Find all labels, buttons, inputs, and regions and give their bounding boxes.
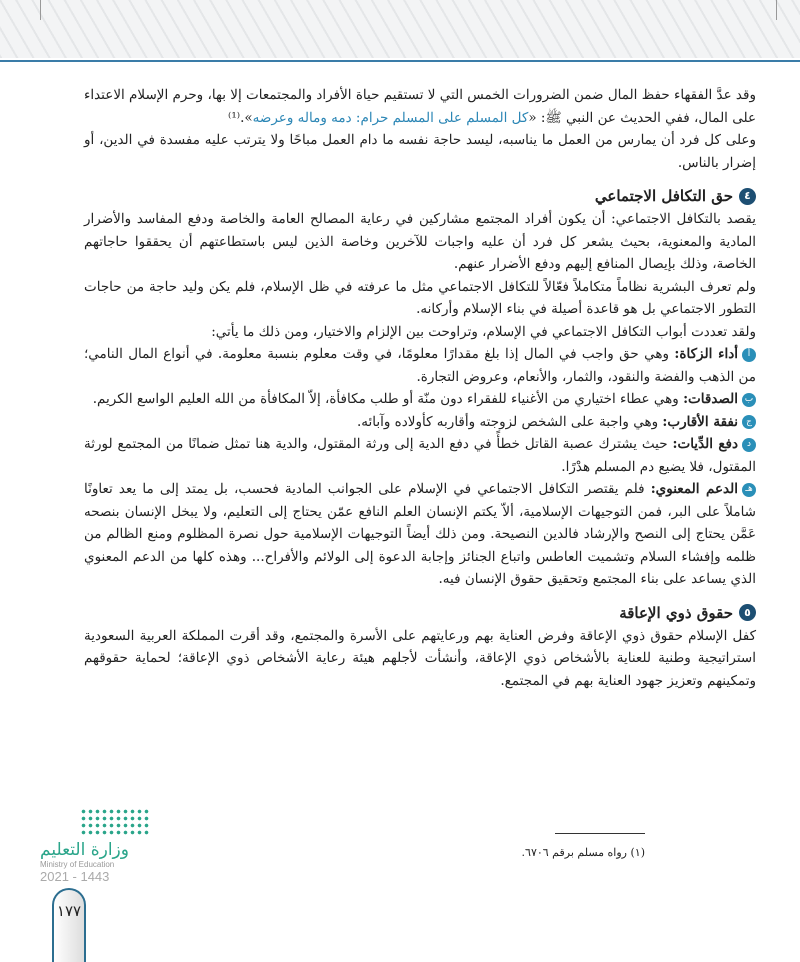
hadith-end: ».⁽¹⁾	[228, 109, 253, 126]
footnote-divider	[555, 833, 645, 834]
ministry-logo	[40, 808, 160, 884]
item-term: الصدقات:	[683, 391, 738, 407]
item-badge: هـ	[742, 483, 756, 497]
logo-arabic: وزارة التعليم	[40, 840, 129, 860]
item-text: وهي عطاء اختياري من الأغنياء للفقراء دون منّة أو طلب مكافأة، إلاّ المكافأة من الله العليم الواسع الكريم.	[92, 391, 684, 407]
intro-paragraph	[84, 84, 756, 129]
section-title: حقوق ذوي الإعاقة	[619, 603, 733, 622]
section-heading-5	[84, 601, 756, 625]
list-item	[84, 433, 756, 478]
paragraph: ولم تعرف البشرية نظاماً متكاملاً فعّالاً للتكافل الاجتماعي مثل ما عرفته في ظل الإسلام، فلم يكن وليد حاجة من حاجات التطور الاجتماعي بل هو قاعدة أصيلة في بناء الإسلام وأركانه.	[84, 278, 756, 317]
crop-mark	[776, 0, 777, 20]
list-item	[84, 388, 756, 411]
item-text: وهي حق واجب في المال إذا بلغ مقدارًا معلومًا، في وقت معلوم بنسبة معلومة. في أنواع المال النامي؛ من الذهب والفضة والنقود، والثمار، والأنعام، وعروض التجارة.	[84, 346, 756, 385]
item-badge: أ	[742, 348, 756, 362]
footnote: (١) رواه مسلم برقم ٦٧٠٦.	[521, 846, 645, 859]
item-text: وهي واجبة على الشخص لزوجته وأقاربه كأولاده وآبائه.	[356, 413, 663, 430]
section-heading-4	[84, 184, 756, 208]
paragraph: ولقد تعددت أبواب التكافل الاجتماعي في الإسلام، وتراوحت بين الإلزام والاختيار، ومن ذلك ما يأتي:	[211, 323, 756, 340]
logo-year: 2021 - 1443	[40, 869, 110, 884]
header-divider	[0, 60, 800, 62]
item-term: دفع الدِّيات:	[672, 436, 738, 452]
logo-dots-icon	[80, 808, 150, 836]
hadith-quote: كل المسلم على المسلم حرام: دمه وماله وعرضه	[252, 109, 529, 126]
paragraph: كفل الإسلام حقوق ذوي الإعاقة وفرض العناية بهم ورعايتهم على الأسرة والمجتمع، وقد أقرت المملكة العربية السعودية استراتيجية وطنية للعناية بالأشخاص ذوي الإعاقة، وأنشأت لأجلهم هيئة رعاية الأشخاص ذوي الإعاقة؛ لحماية حقوقهم وتمكينهم وتعزيز جهود العناية بهم في المجتمع.	[84, 627, 756, 689]
item-term: نفقة الأقارب:	[662, 413, 738, 430]
item-text: فلم يقتصر التكافل الاجتماعي في الإسلام على الجوانب المادية فحسب، بل يمتد إلى ما يعد تعاونًا شاملاً على البر، فمن التوجيهات الإسلامية، ألاّ يكتم الإنسان العلم النافع عمّن يحتاج إلى التعليم، ولا يبخل الإنسان بنصحه عَمَّن يحتاج إلى النصح والإرشاد فالدين النصيحة. ومن ذلك أيضاً التوجيهات الإسلامية حول نصرة المظلوم ومنع الظالم من ظلمه وإفشاء السلام وتشميت العاطس واتباع الجنائز وإجابة الدعوة إلى الولائم والأفراح... وهذه كلها من الدعم المعنوي الذي يساعد على بناء المجتمع وتحقيق حقوق الإنسان فيه.	[84, 481, 756, 587]
crop-mark	[40, 0, 41, 20]
paragraph: يقصد بالتكافل الاجتماعي: أن يكون أفراد المجتمع مشاركين في رعاية المصالح العامة والخاصة ودفع المفاسد والأضرار المادية والمعنوية، بحيث يشعر كل فرد أن عليه واجبات للآخرين وخاصة الذين ليس باستطاعتهم أن يحققوا حاجاتهم الخاصة، وذلك بإيصال المنافع إليهم ودفع الأضرار عنهم.	[84, 211, 756, 272]
intro-text: وقد عدَّ الفقهاء حفظ المال ضمن الضرورات الخمس التي لا تستقيم حياة الأفراد والمجتمعات إلا بها، وحرم الإسلام الاعتداء على المال، ففي الحديث عن النبي ﷺ: «	[84, 87, 756, 126]
item-badge: د	[742, 438, 756, 452]
list-item	[84, 343, 756, 388]
page-number: ١٧٧	[52, 888, 86, 962]
item-badge: ب	[742, 393, 756, 407]
section-title: حق التكافل الاجتماعي	[594, 187, 733, 205]
item-term: الدعم المعنوي:	[650, 481, 738, 497]
intro-paragraph-2: وعلى كل فرد أن يمارس من العمل ما يناسبه، ليسد حاجة نفسه ما دام العمل مباحًا ولا يترتب عليه مفسدة في الدين، أو إضرار بالناس.	[84, 132, 756, 171]
section-number: ٥	[739, 604, 756, 621]
list-item	[84, 478, 756, 591]
item-text: حيث يشترك عصبة القاتل خطأً في دفع الدية إلى ورثة المقتول، والدية هنا تمثل ضمانًا من المجتمع لورثة المقتول، فلا يضيع دم المسلم هدْرًا.	[84, 436, 756, 475]
logo-english: Ministry of Education	[40, 860, 115, 869]
list-item	[84, 411, 756, 434]
header-pattern-band	[0, 0, 800, 58]
item-badge: ج	[742, 415, 756, 429]
item-term: أداء الزكاة:	[674, 346, 738, 362]
section-number: ٤	[739, 188, 756, 205]
page-content	[84, 84, 756, 692]
